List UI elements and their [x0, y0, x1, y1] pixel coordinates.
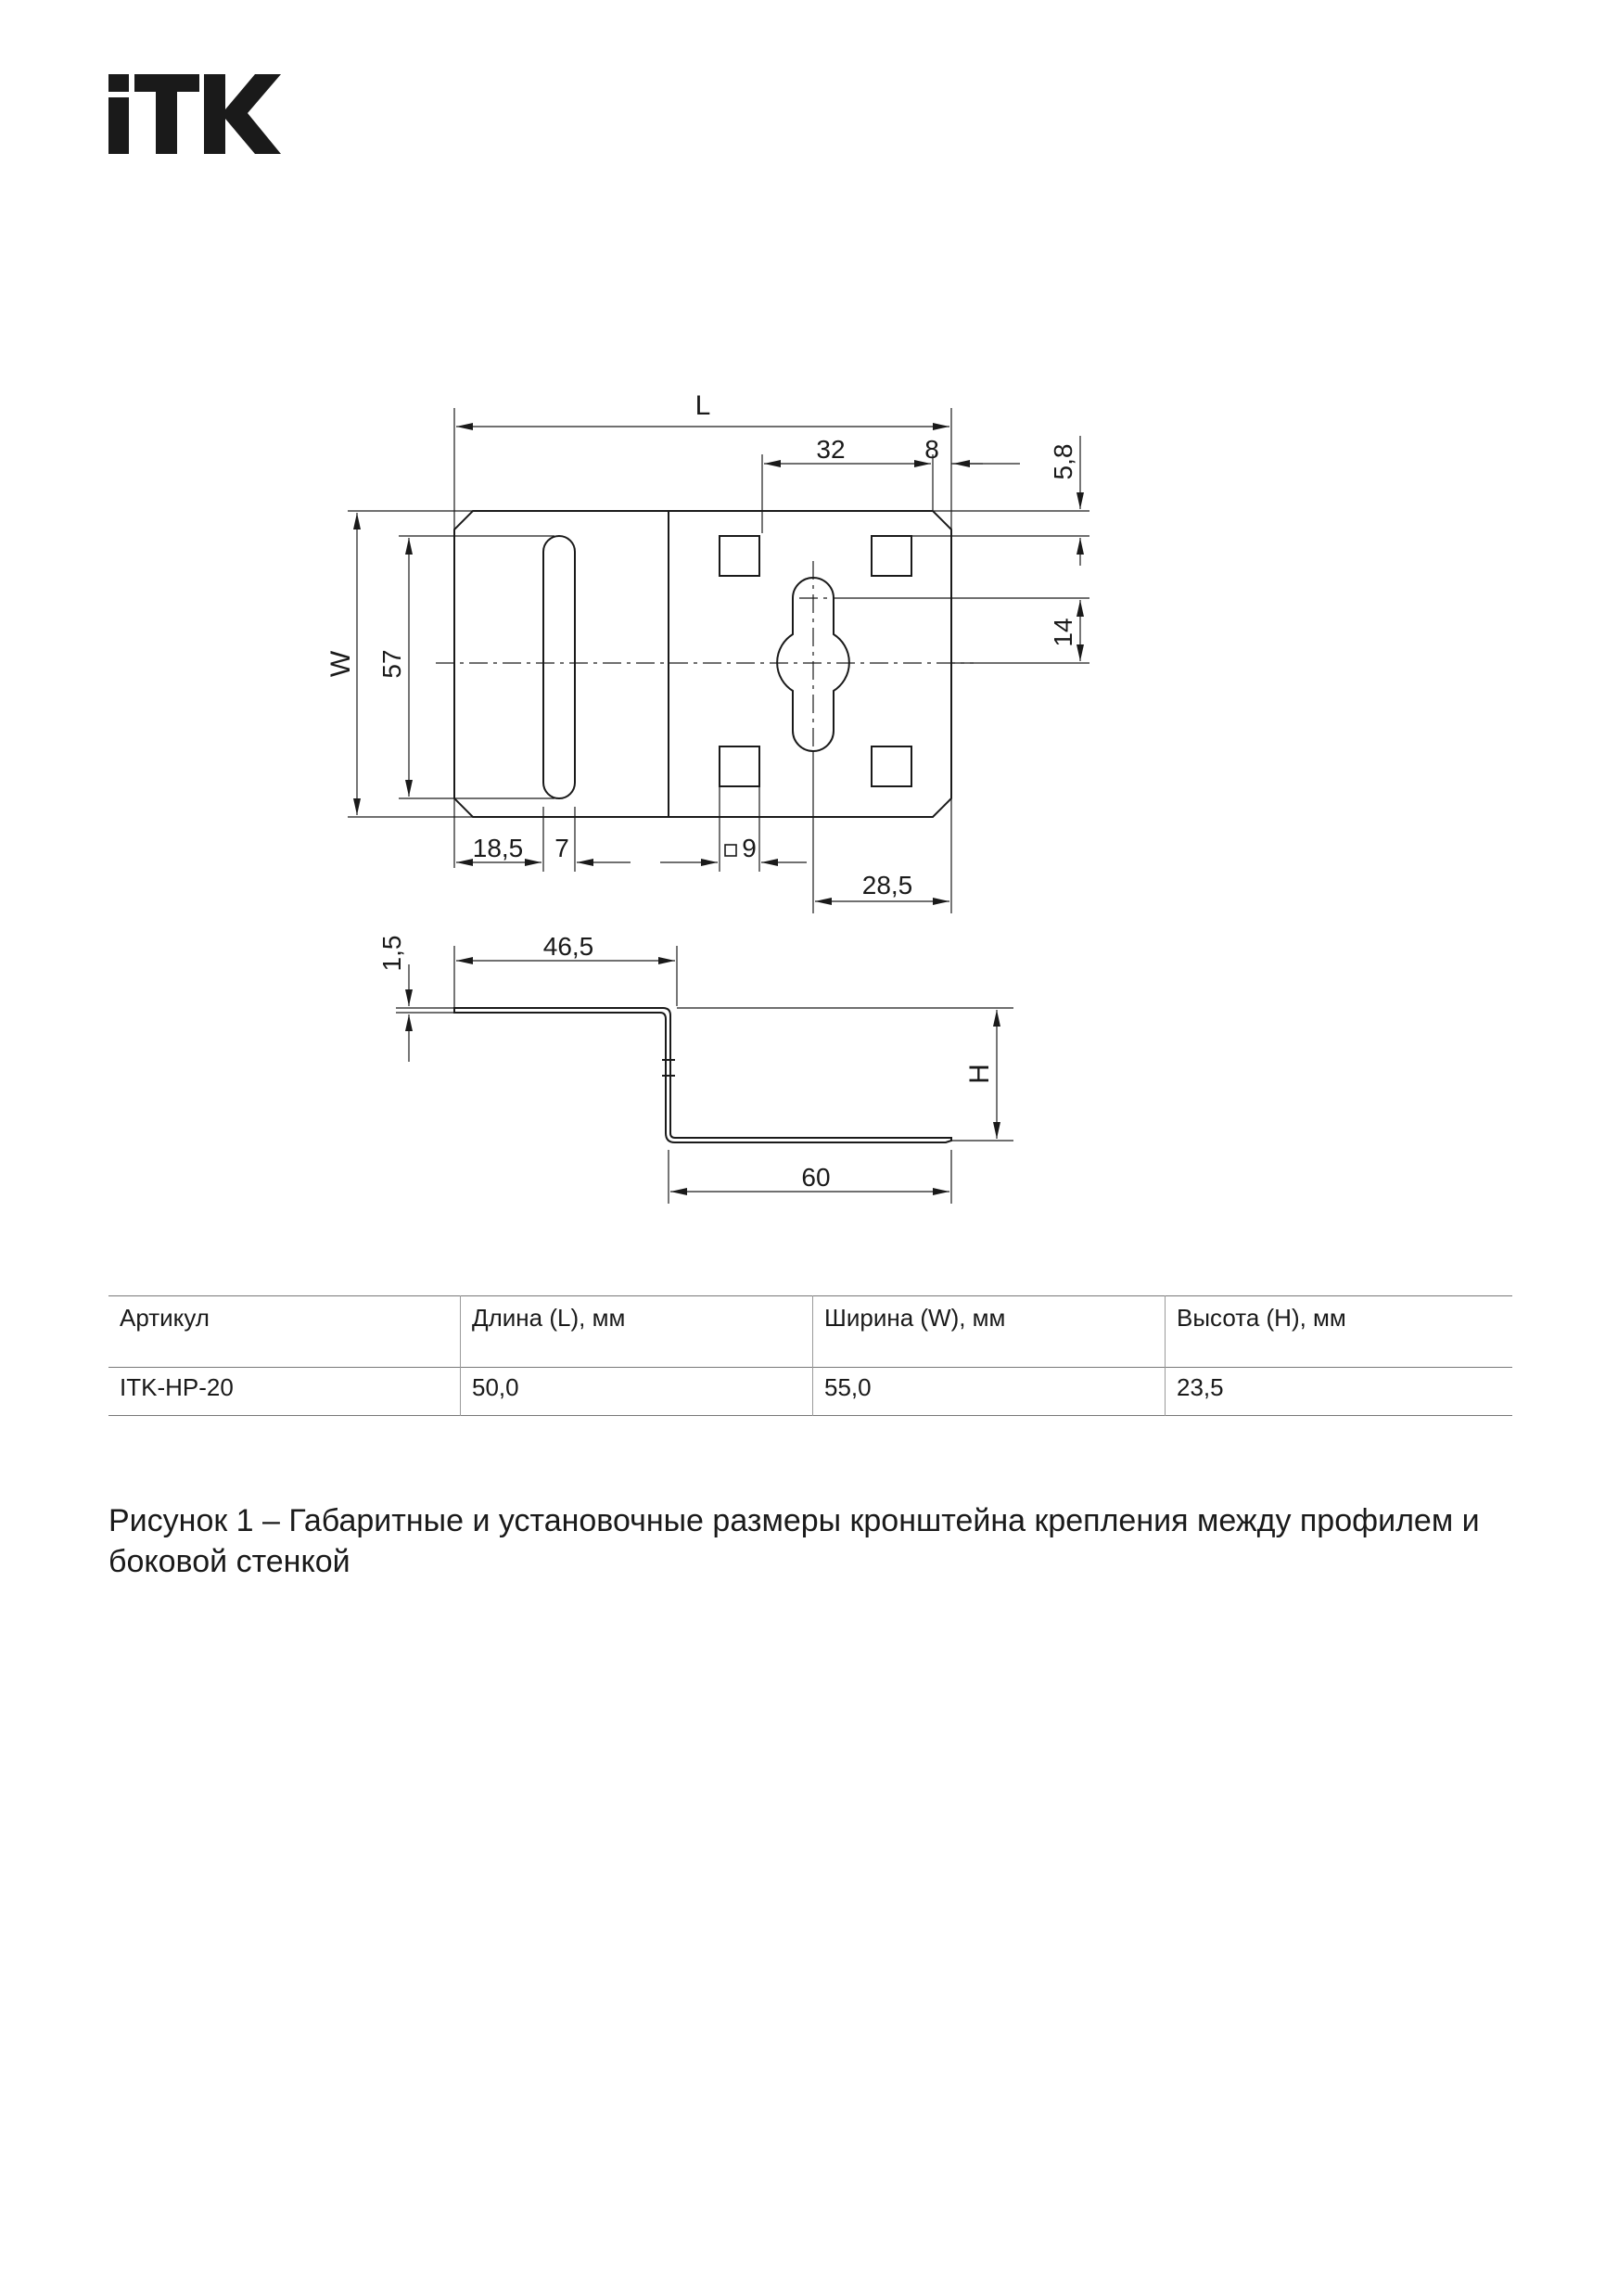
- dim-label-5-8: 5,8: [1049, 443, 1077, 480]
- dim-label-L: L: [694, 390, 711, 421]
- dim-label-32: 32: [816, 435, 846, 464]
- dim-label-7: 7: [554, 834, 569, 862]
- side-view: [454, 1008, 951, 1142]
- col-header-width: Ширина (W), мм: [813, 1296, 1166, 1368]
- dim-label-18-5: 18,5: [472, 834, 524, 862]
- extension-lines: [348, 408, 1089, 913]
- dim-label-1-5: 1,5: [377, 935, 406, 972]
- square-hole: [720, 746, 759, 786]
- dim-label-8: 8: [924, 435, 939, 464]
- col-header-height: Высота (H), мм: [1166, 1296, 1513, 1368]
- dim-label-W: W: [325, 650, 356, 678]
- table-header-row: [108, 1296, 1512, 1368]
- square-hole: [872, 746, 911, 786]
- dim-label-60: 60: [801, 1163, 831, 1192]
- cell-length: 50,0: [461, 1368, 813, 1416]
- col-header-article: Артикул: [120, 1304, 210, 1332]
- center-lines: [436, 561, 974, 751]
- dim-label-46-5: 46,5: [542, 932, 594, 961]
- cell-height: 23,5: [1166, 1368, 1513, 1416]
- dim-label-square-9: 9: [742, 834, 757, 862]
- bracket-outline: [454, 511, 951, 817]
- square-symbol-icon: [725, 845, 736, 856]
- table-row: [108, 1368, 1512, 1416]
- side-profile: [454, 1008, 951, 1142]
- cell-article: ITK-HP-20: [120, 1373, 234, 1401]
- side-extension-lines: [396, 946, 1013, 1204]
- dim-label-57: 57: [377, 649, 406, 679]
- square-hole: [720, 536, 759, 576]
- slot: [543, 536, 575, 798]
- col-header-length: Длина (L), мм: [461, 1296, 813, 1368]
- dim-label-28-5: 28,5: [861, 871, 913, 899]
- square-hole: [872, 536, 911, 576]
- top-view: [454, 511, 951, 817]
- specs-table: [108, 1295, 1512, 1416]
- dim-label-14: 14: [1049, 618, 1077, 647]
- dimension-lines: [357, 427, 1080, 901]
- cell-width: 55,0: [813, 1368, 1166, 1416]
- figure-caption: Рисунок 1 – Габаритные и установочные размеры кронштейна крепления между профилем и боковой стенкой: [108, 1503, 1480, 1579]
- dim-label-H: H: [964, 1064, 995, 1084]
- side-dimension-lines: [409, 961, 997, 1192]
